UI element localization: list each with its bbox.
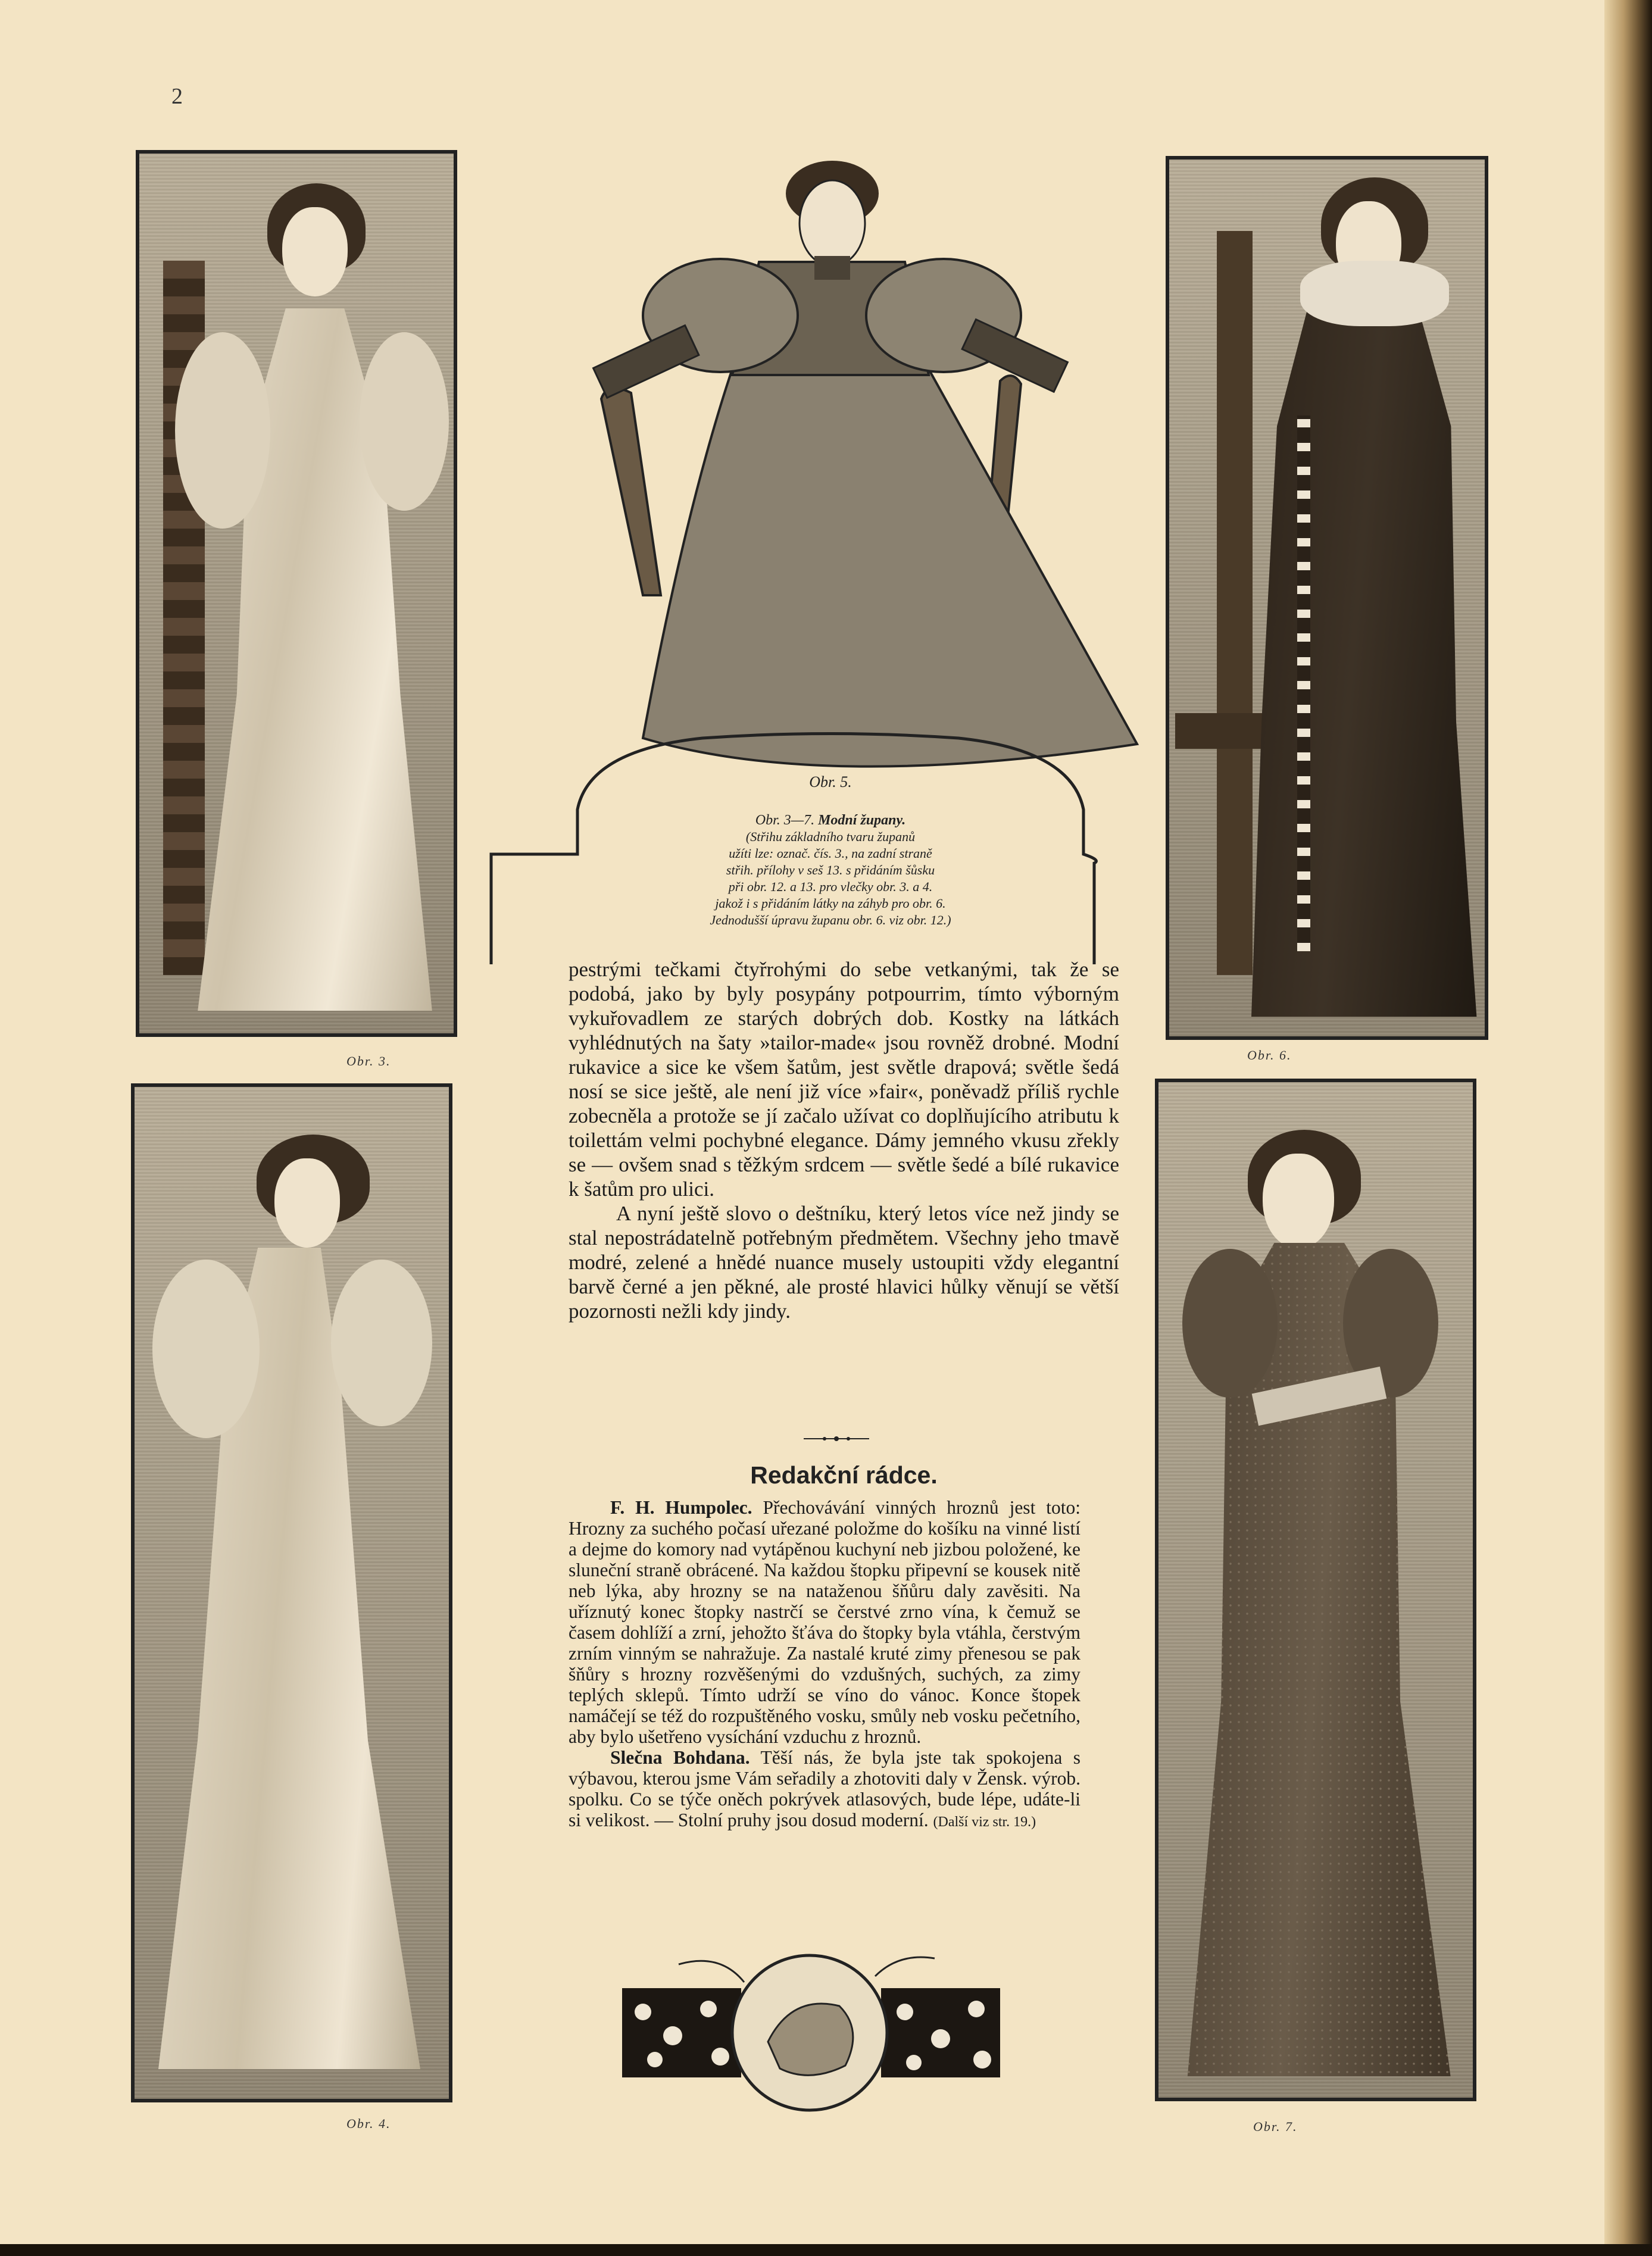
illustration-obr-3 [136,150,457,1037]
advice-entry-text: Těší nás, že byla jste tak spokojena s výbavou, kterou jsme Vám seřadily a zhotoviti daly v Žensk. výrob. spolku. Co se týče oněch pokrývek atlasových, bude lépe, udáte-li si velikost. — Stolní pruhy jsou dosud moderní. [569,1747,1080,1830]
article-paragraph: A nyní ještě slovo o deštníku, který letos více než jindy se stal nepostrádatelně potřebným předmětem. Všechny jeho tmavě modré, zelené a hnědé nuance musely ustoupiti vždy elegantní barvě černé a jen pěkné, ale prosté hlavici hůlky věnují se větší pozornosti nežli kdy jindy. [569,1202,1119,1323]
caption-obr-6: Obr. 6. [1247,1048,1292,1063]
section-separator [804,1436,869,1442]
caption-title-prefix: Obr. 3—7. [755,813,815,828]
page-bottom-edge [0,2244,1652,2256]
illustration-obr-6 [1166,156,1488,1040]
advice-entry-lead: Slečna Bohdana. [610,1747,750,1768]
caption-title: Modní župany. [818,813,906,828]
article-paragraph: pestrými tečkami čtyřrohými do sebe vetkanými, tak že se podobá, jako by byly posypány potpourrim, tímto výborným vykuřovadlem ze starých dobrých dob. Kostky na látkách vyhlédnutých na šaty »tailor-made« jsou rovněž drobné. Modní rukavice a sice ke všem šatům, jest světle drapová; světle šedá nosí se sice ještě, ale není již více »fair«, poněvadž příliš rychle zobecněla a protože se jí začalo užívat co doplňujícího atributu k toilettám velmi pochybné elegance. Dámy jemného vkusu zřekly se — ovšem snad s těžkým srdcem — světle šedé a bílé rukavice k šatům pro ulici. [569,958,1119,1201]
center-caption [488,774,1173,929]
caption-obr-5: Obr. 5. [809,773,852,790]
binding-spine [1604,0,1652,2256]
illustration-obr-7 [1155,1079,1476,2101]
caption-obr-3: Obr. 3. [346,1054,391,1068]
page-number: 2 [171,84,183,109]
advice-column [569,1497,1080,1833]
floral-vignette [589,1941,1030,2125]
illustration-obr-4 [131,1083,452,2102]
caption-line: (Střihu základního tvaru županů [745,829,916,844]
continued-reference: (Další viz str. 19.) [933,1814,1036,1830]
caption-obr-4: Obr. 4. [346,2116,391,2131]
advice-entry [569,1497,1080,1747]
fashion-article [569,957,1119,1323]
advice-column-heading: Redakční rádce. [750,1461,938,1489]
caption-line: Jednodušší úpravu županu obr. 6. viz obr. 12.) [710,913,951,927]
caption-title-line [488,812,1173,829]
advice-entry-text: Přechovávání vinných hroznů jest toto: Hrozny za suchého počasí uřezané položme do košíku na vinné listí a dejme do komory nad vytápěnou kuchyní neb jizbou položené, ke sluneční straně obrácené. Na každou štopku připevní se kousek nitě neb lýka, aby hrozny se na nataženou šňůru daly zavěsiti. Na uříznutý konec štopky nastrčí se čerstvé zrno vína, k čemuž se časem dohlíží a zrní, jehožto šťáva do štopky byla vtáhla, čerstvým zrním vinným se nahražuje. Za nastalé kruté zimy přenesou se pak šňůry s hrozny rozvěšenými do vzdušných, suchých, za zimy teplých sklepů. Tímto udrží se víno do vánoc. Konce štopek namáčejí se též do rozpuštěného vosku, smůly neb vosku pečetního, aby bylo ušetřeno vysíchání vzduchu z hroznů. [569,1497,1080,1747]
caption-line: jakož i s přidáním látky na záhyb pro obr. 6. [715,896,946,911]
caption-obr-7: Obr. 7. [1253,2119,1298,2134]
caption-line: střih. přílohy v seš 13. s přidáním šůsku [726,863,935,877]
caption-line: při obr. 12. a 13. pro vlečky obr. 3. a 4. [728,879,933,894]
advice-entry [569,1747,1080,1833]
advice-entry-lead: F. H. Humpolec. [610,1497,752,1518]
caption-line: užíti lze: označ. čís. 3., na zadní straně [729,846,932,861]
